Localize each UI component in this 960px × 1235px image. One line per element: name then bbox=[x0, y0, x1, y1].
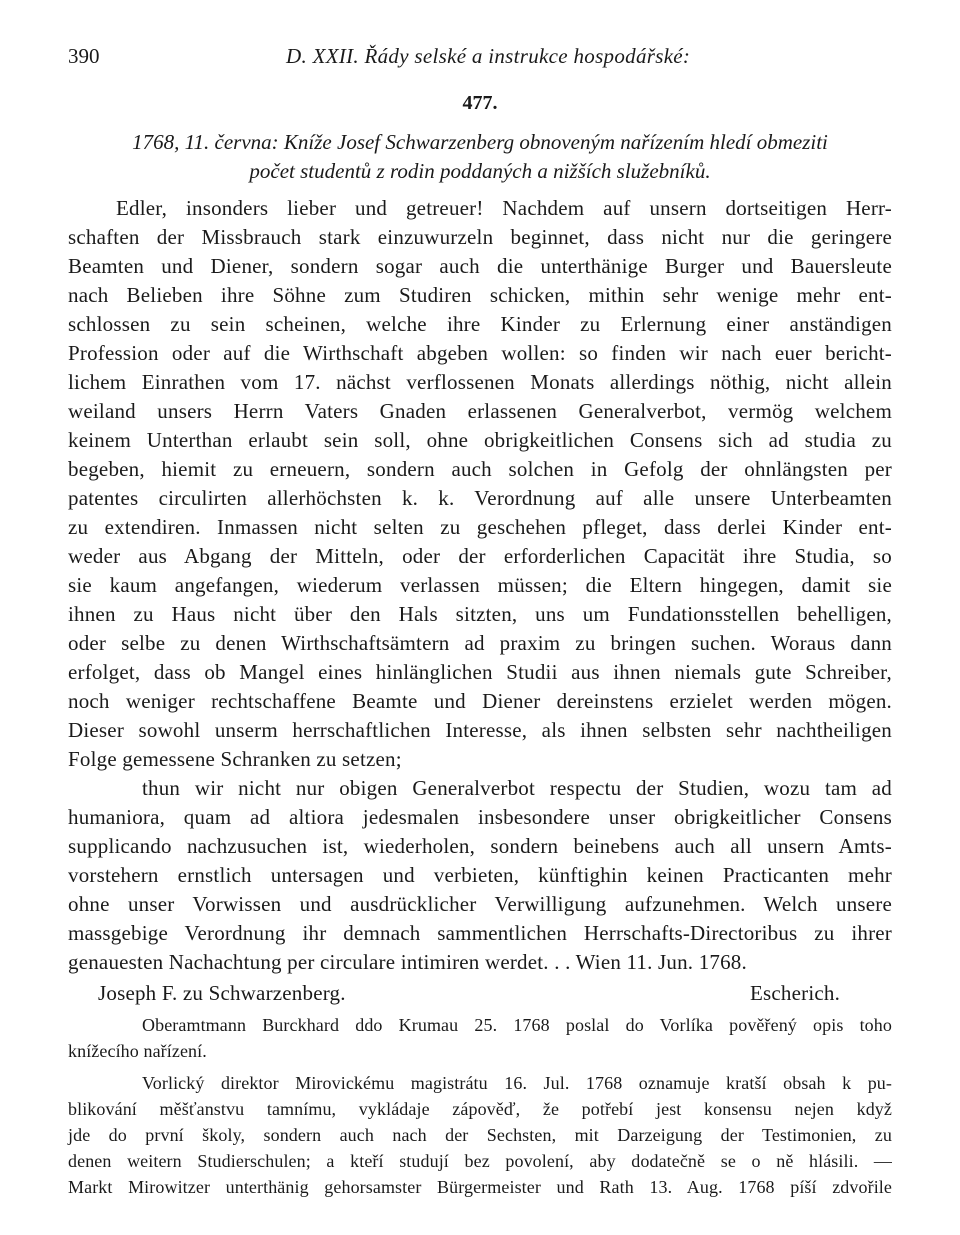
body-line: weder aus Abgang der Mitteln, oder der erforderlichen Capacität ihre Studia, so bbox=[68, 544, 892, 568]
body-line: nach Belieben ihre Söhne zum Studiren schicken, mithin sehr wenige mehr ent- bbox=[68, 283, 892, 307]
note-line: jde do první školy, sondern auch nach der Sechsten, mit Darzeigung der Testimonien, zu bbox=[68, 1125, 892, 1145]
body-line: weiland unsers Herrn Vaters Gnaden erlassenen Generalverbot, vermög welchem bbox=[68, 399, 892, 423]
body-line: zu extendiren. Inmassen nicht selten zu geschehen pfleget, dass derlei Kinder ent- bbox=[68, 515, 892, 539]
note-line: Oberamtmann Burckhard ddo Krumau 25. 1768 poslal do Vorlíka pověřený opis toho bbox=[142, 1015, 892, 1035]
note-line: Markt Mirowitzer unterthänig gehorsamster Bürgermeister und Rath 13. Aug. 1768 píší zdvořile bbox=[68, 1177, 892, 1197]
body-line: oder selbe zu denen Wirthschaftsämtern ad praxim zu bringen suchen. Woraus dann bbox=[68, 631, 892, 655]
body-line: noch weniger rechtschaffene Beamte und Diener dereinstens erzielet werden mögen. bbox=[68, 689, 892, 713]
page-number: 390 bbox=[68, 44, 100, 68]
running-title: D. XXII. Řády selské a instrukce hospodářské: bbox=[286, 44, 691, 68]
page-header bbox=[68, 44, 892, 74]
body-line: supplicando nachzusuchen ist, wiederholen, sondern beinebens auch all unsern Amts- bbox=[68, 834, 892, 858]
body-line: erfolget, dass ob Mangel eines hinlänglichen Studii aus ihnen niemals gute Schreiber, bbox=[68, 660, 892, 684]
body-line: Edler, insonders lieber und getreuer! Nachdem auf unsern dortseitigen Herr- bbox=[116, 196, 892, 220]
body-line: massgebige Verordnung ihr demnach sammentlichen Herrschafts-Directoribus zu ihrer bbox=[68, 921, 892, 945]
note-line: Vorlický direktor Mirovickému magistrátu 16. Jul. 1768 oznamuje kratší obsah k pu- bbox=[142, 1073, 892, 1093]
body-line: sie kaum angefangen, wiederum verlassen müssen; die Eltern hingegen, damit sie bbox=[68, 573, 892, 597]
body-line: genauesten Nachachtung per circulare intimiren werdet. . . Wien 11. Jun. 1768. bbox=[68, 950, 747, 974]
note-line: blikování měšťanstvu tamnímu, vykládaje zápověď, že potřebí jest konsensu nejen když bbox=[68, 1099, 892, 1119]
body-line: schaften der Missbrauch stark einzuwurzeln beginnet, dass nicht nur die geringere bbox=[68, 225, 892, 249]
document-number: 477. bbox=[462, 92, 498, 114]
body-line: vorstehern ernstlich untersagen und verbieten, künftighin keinen Practicanten mehr bbox=[68, 863, 892, 887]
signature-right: Escherich. bbox=[750, 981, 841, 1005]
note-line: denen weitern Studierschulen; a kteří studují bez povolení, aby dodatečně se o ně hlásili. — bbox=[68, 1151, 892, 1171]
body-line: ihnen zu Haus nicht über den Hals sitzten, uns um Fundationsstellen behelligen, bbox=[68, 602, 892, 626]
heading-line: počet studentů z rodin poddaných a nižších služebníků. bbox=[249, 159, 711, 183]
body-line: Folge gemessene Schranken zu setzen; bbox=[68, 747, 402, 771]
body-line: schlossen zu sein scheinen, welche ihre Kinder zu Erlernung einer anständigen bbox=[68, 312, 892, 336]
body-line: Dieser sowohl unserm herrschaftlichen Interesse, als ihnen selbsten sehr nachtheiligen bbox=[68, 718, 892, 742]
body-line: ohne unser Vorwissen und ausdrücklicher Verwilligung aufzunehmen. Welch unsere bbox=[68, 892, 892, 916]
body-line: humaniora, quam ad altiora jedesmalen insbesondere unser obrigkeitlicher Consens bbox=[68, 805, 892, 829]
body-line: lichem Einrathen vom 17. nächst verflossenen Monats allerdings nöthig, nicht allein bbox=[68, 370, 892, 394]
body-line: Beamten und Diener, sondern sogar auch die unterthänige Burger und Bauersleute bbox=[68, 254, 892, 278]
document-heading bbox=[68, 128, 892, 186]
heading-line: 1768, 11. června: Kníže Josef Schwarzenberg obnoveným nařízením hledí obmeziti bbox=[132, 130, 828, 154]
body-line: keinem Unterthan erlaubt sein soll, ohne obrigkeitlichen Consens sich ad studia zu bbox=[68, 428, 892, 452]
body-line: patentes circulirten allerhöchsten k. k. Verordnung auf alle unsere Unterbeamten bbox=[68, 486, 892, 510]
body-line: Profession oder auf die Wirthschaft abgeben wollen: so finden wir nach euer bericht- bbox=[68, 341, 892, 365]
signature-left: Joseph F. zu Schwarzenberg. bbox=[98, 981, 346, 1005]
body-line: thun wir nicht nur obigen Generalverbot respectu der Studien, wozu tam ad bbox=[142, 776, 892, 800]
note-line: knížecího nařízení. bbox=[68, 1041, 207, 1061]
body-line: begeben, hiemit zu erneuern, sondern auch solchen in Gefolg der ohnlängsten per bbox=[68, 457, 892, 481]
